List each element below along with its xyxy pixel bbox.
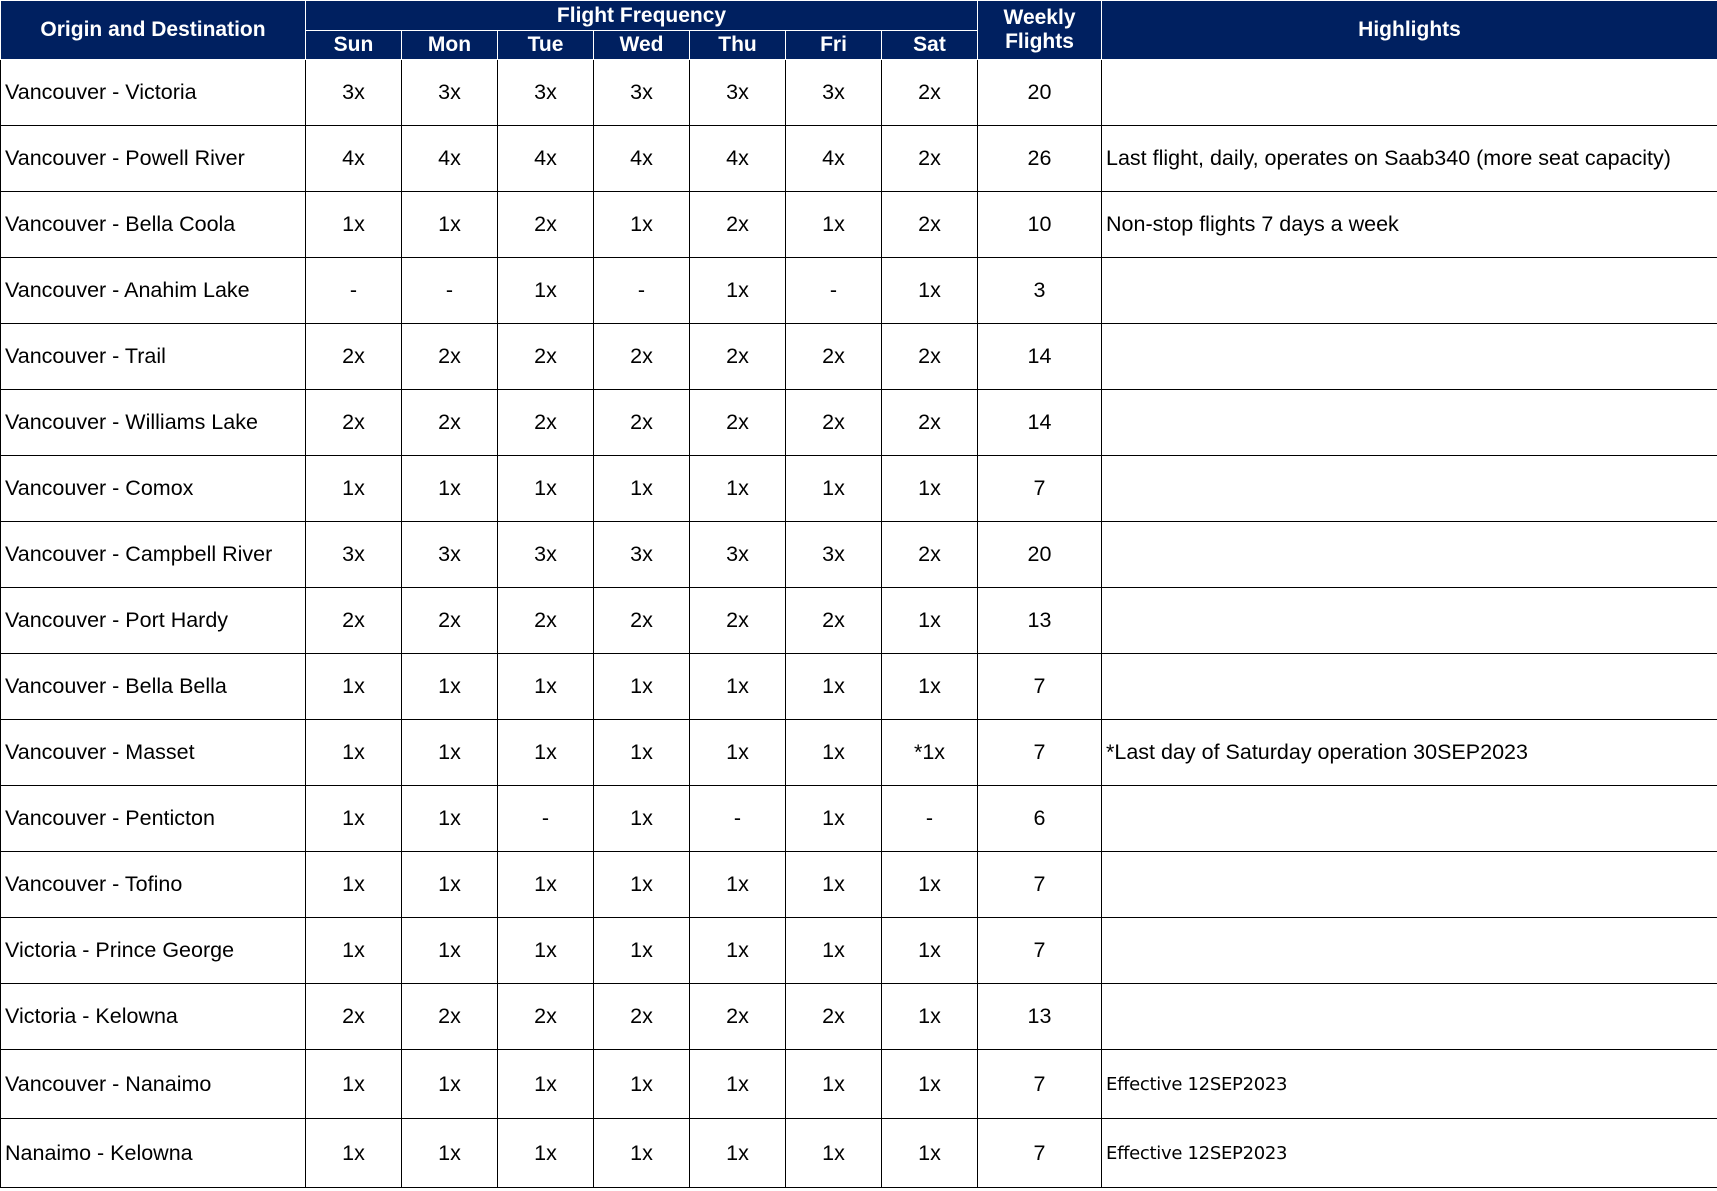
frequency-cell-thu: - [690,786,786,852]
frequency-cell-sat: 2x [882,192,978,258]
frequency-cell-wed: 1x [594,1119,690,1188]
route-cell: Vancouver - Bella Bella [1,654,306,720]
weekly-flights-cell: 7 [978,456,1102,522]
route-cell: Vancouver - Masset [1,720,306,786]
frequency-cell-tue: 3x [498,60,594,126]
frequency-cell-tue: 1x [498,852,594,918]
highlight-cell: Effective 12SEP2023 [1102,1119,1717,1188]
highlight-cell: *Last day of Saturday operation 30SEP2023 [1102,720,1717,786]
frequency-cell-sun: 1x [306,786,402,852]
frequency-cell-fri: 1x [786,456,882,522]
frequency-cell-sun: 1x [306,456,402,522]
frequency-cell-sat: 1x [882,258,978,324]
frequency-cell-fri: 3x [786,522,882,588]
weekly-flights-cell: 6 [978,786,1102,852]
frequency-cell-mon: 2x [402,324,498,390]
frequency-cell-sun: 1x [306,1050,402,1119]
frequency-cell-fri: 1x [786,720,882,786]
table-row [1,588,1717,654]
frequency-cell-mon: 1x [402,654,498,720]
frequency-cell-thu: 3x [690,522,786,588]
frequency-cell-wed: 1x [594,786,690,852]
route-cell: Vancouver - Tofino [1,852,306,918]
weekly-flights-cell: 7 [978,918,1102,984]
frequency-cell-thu: 3x [690,60,786,126]
frequency-cell-mon: 3x [402,522,498,588]
weekly-header-line2: Flights [1005,30,1074,53]
frequency-cell-sun: 3x [306,522,402,588]
frequency-cell-sun: 2x [306,324,402,390]
frequency-cell-mon: 1x [402,786,498,852]
highlight-cell [1102,258,1717,324]
frequency-cell-sat: 2x [882,60,978,126]
route-cell: Vancouver - Powell River [1,126,306,192]
frequency-cell-sat: 1x [882,984,978,1050]
highlight-cell [1102,324,1717,390]
frequency-cell-wed: 1x [594,456,690,522]
table-row [1,1119,1717,1188]
route-cell: Vancouver - Campbell River [1,522,306,588]
frequency-cell-sat: 1x [882,1050,978,1119]
highlight-cell [1102,786,1717,852]
weekly-flights-cell: 3 [978,258,1102,324]
route-cell: Victoria - Kelowna [1,984,306,1050]
frequency-cell-tue: - [498,786,594,852]
frequency-cell-tue: 2x [498,192,594,258]
table-row [1,390,1717,456]
frequency-cell-mon: - [402,258,498,324]
highlight-cell: Last flight, daily, operates on Saab340 (more seat capacity) [1102,126,1717,192]
frequency-cell-fri: 1x [786,918,882,984]
frequency-cell-sat: 1x [882,918,978,984]
day-header-wed: Wed [594,31,690,60]
frequency-cell-wed: 3x [594,60,690,126]
frequency-cell-thu: 2x [690,390,786,456]
route-cell: Vancouver - Comox [1,456,306,522]
highlight-cell: Effective 12SEP2023 [1102,1050,1717,1119]
highlight-cell [1102,456,1717,522]
table-row [1,720,1717,786]
frequency-cell-sat: 1x [882,1119,978,1188]
frequency-cell-wed: 1x [594,918,690,984]
weekly-flights-cell: 26 [978,126,1102,192]
frequency-cell-sun: 2x [306,588,402,654]
frequency-cell-sun: 1x [306,852,402,918]
frequency-cell-thu: 1x [690,258,786,324]
frequency-cell-mon: 1x [402,1119,498,1188]
frequency-cell-mon: 1x [402,456,498,522]
frequency-cell-wed: 3x [594,522,690,588]
frequency-cell-mon: 2x [402,588,498,654]
frequency-cell-sat: 1x [882,588,978,654]
frequency-cell-mon: 2x [402,390,498,456]
frequency-cell-sun: 3x [306,60,402,126]
day-header-sun: Sun [306,31,402,60]
frequency-cell-tue: 2x [498,324,594,390]
frequency-cell-fri: 1x [786,786,882,852]
frequency-cell-sun: 1x [306,192,402,258]
weekly-flights-cell: 14 [978,324,1102,390]
frequency-cell-sun: - [306,258,402,324]
frequency-cell-sun: 2x [306,390,402,456]
frequency-cell-mon: 1x [402,720,498,786]
day-header-sat: Sat [882,31,978,60]
frequency-cell-sat: 2x [882,522,978,588]
route-cell: Vancouver - Port Hardy [1,588,306,654]
frequency-cell-sat: *1x [882,720,978,786]
frequency-cell-wed: 1x [594,720,690,786]
weekly-flights-cell: 10 [978,192,1102,258]
table-row [1,852,1717,918]
route-cell: Nanaimo - Kelowna [1,1119,306,1188]
route-cell: Vancouver - Anahim Lake [1,258,306,324]
weekly-flights-cell: 13 [978,588,1102,654]
frequency-cell-fri: 2x [786,984,882,1050]
table-row [1,918,1717,984]
frequency-cell-thu: 1x [690,654,786,720]
frequency-cell-wed: 1x [594,654,690,720]
highlight-cell: Non-stop flights 7 days a week [1102,192,1717,258]
highlight-cell [1102,918,1717,984]
table-body [1,60,1717,1188]
frequency-cell-wed: 1x [594,852,690,918]
frequency-cell-sun: 2x [306,984,402,1050]
table-row [1,324,1717,390]
frequency-cell-fri: 1x [786,1050,882,1119]
weekly-flights-cell: 7 [978,1119,1102,1188]
route-cell: Vancouver - Nanaimo [1,1050,306,1119]
frequency-cell-thu: 4x [690,126,786,192]
day-header-thu: Thu [690,31,786,60]
route-cell: Vancouver - Victoria [1,60,306,126]
frequency-cell-fri: 2x [786,324,882,390]
frequency-cell-fri: - [786,258,882,324]
weekly-flights-cell: 7 [978,654,1102,720]
frequency-cell-mon: 1x [402,192,498,258]
frequency-cell-fri: 4x [786,126,882,192]
route-column-header: Origin and Destination [1,1,306,60]
table-row [1,786,1717,852]
route-cell: Vancouver - Trail [1,324,306,390]
frequency-cell-sat: 1x [882,456,978,522]
weekly-flights-cell: 14 [978,390,1102,456]
table-row [1,1050,1717,1119]
frequency-cell-sat: 2x [882,126,978,192]
flight-frequency-header: Flight Frequency [306,1,978,31]
frequency-cell-thu: 1x [690,456,786,522]
weekly-flights-cell: 20 [978,522,1102,588]
frequency-cell-mon: 1x [402,1050,498,1119]
frequency-cell-sun: 1x [306,918,402,984]
weekly-flights-cell: 7 [978,852,1102,918]
table-row [1,126,1717,192]
frequency-cell-sat: 2x [882,324,978,390]
route-cell: Vancouver - Penticton [1,786,306,852]
day-header-tue: Tue [498,31,594,60]
frequency-cell-sun: 4x [306,126,402,192]
frequency-cell-thu: 2x [690,324,786,390]
day-header-fri: Fri [786,31,882,60]
frequency-cell-wed: 4x [594,126,690,192]
frequency-cell-tue: 1x [498,654,594,720]
day-header-mon: Mon [402,31,498,60]
weekly-header-line1: Weekly [1003,6,1076,29]
frequency-cell-mon: 1x [402,918,498,984]
frequency-cell-tue: 2x [498,984,594,1050]
frequency-cell-wed: 1x [594,192,690,258]
frequency-cell-thu: 2x [690,984,786,1050]
route-cell: Vancouver - Bella Coola [1,192,306,258]
frequency-cell-fri: 2x [786,588,882,654]
frequency-cell-wed: 1x [594,1050,690,1119]
frequency-cell-sun: 1x [306,654,402,720]
frequency-cell-thu: 1x [690,918,786,984]
table-row [1,984,1717,1050]
frequency-cell-tue: 1x [498,456,594,522]
frequency-cell-sat: 1x [882,654,978,720]
route-cell: Vancouver - Williams Lake [1,390,306,456]
frequency-cell-sun: 1x [306,1119,402,1188]
weekly-flights-header [978,1,1102,60]
table-row [1,258,1717,324]
weekly-flights-cell: 20 [978,60,1102,126]
route-cell: Victoria - Prince George [1,918,306,984]
frequency-cell-tue: 1x [498,918,594,984]
highlight-cell [1102,852,1717,918]
highlight-cell [1102,522,1717,588]
highlight-cell [1102,390,1717,456]
frequency-cell-tue: 2x [498,588,594,654]
frequency-cell-mon: 4x [402,126,498,192]
frequency-cell-tue: 3x [498,522,594,588]
frequency-cell-wed: - [594,258,690,324]
frequency-cell-tue: 1x [498,720,594,786]
frequency-cell-fri: 1x [786,192,882,258]
highlights-column-header: Highlights [1102,1,1717,60]
frequency-cell-fri: 2x [786,390,882,456]
frequency-cell-tue: 4x [498,126,594,192]
frequency-cell-sat: 1x [882,852,978,918]
highlight-cell [1102,588,1717,654]
frequency-cell-sat: - [882,786,978,852]
weekly-flights-cell: 13 [978,984,1102,1050]
frequency-cell-wed: 2x [594,588,690,654]
frequency-cell-fri: 1x [786,1119,882,1188]
frequency-cell-fri: 1x [786,654,882,720]
frequency-cell-tue: 2x [498,390,594,456]
frequency-cell-tue: 1x [498,1050,594,1119]
frequency-cell-thu: 1x [690,720,786,786]
frequency-cell-thu: 1x [690,1119,786,1188]
frequency-cell-thu: 1x [690,852,786,918]
frequency-cell-sat: 2x [882,390,978,456]
table-row [1,456,1717,522]
frequency-cell-thu: 2x [690,192,786,258]
frequency-cell-wed: 2x [594,390,690,456]
highlight-cell [1102,984,1717,1050]
table-header [1,1,1717,60]
frequency-cell-fri: 3x [786,60,882,126]
frequency-cell-tue: 1x [498,1119,594,1188]
frequency-cell-thu: 2x [690,588,786,654]
frequency-cell-fri: 1x [786,852,882,918]
frequency-cell-wed: 2x [594,324,690,390]
frequency-cell-mon: 1x [402,852,498,918]
table-row [1,522,1717,588]
weekly-flights-cell: 7 [978,720,1102,786]
frequency-cell-wed: 2x [594,984,690,1050]
table-row [1,654,1717,720]
frequency-cell-thu: 1x [690,1050,786,1119]
weekly-flights-cell: 7 [978,1050,1102,1119]
highlight-cell [1102,60,1717,126]
frequency-cell-tue: 1x [498,258,594,324]
table-row [1,192,1717,258]
frequency-cell-mon: 3x [402,60,498,126]
frequency-cell-sun: 1x [306,720,402,786]
frequency-cell-mon: 2x [402,984,498,1050]
highlight-cell [1102,654,1717,720]
table-row [1,60,1717,126]
